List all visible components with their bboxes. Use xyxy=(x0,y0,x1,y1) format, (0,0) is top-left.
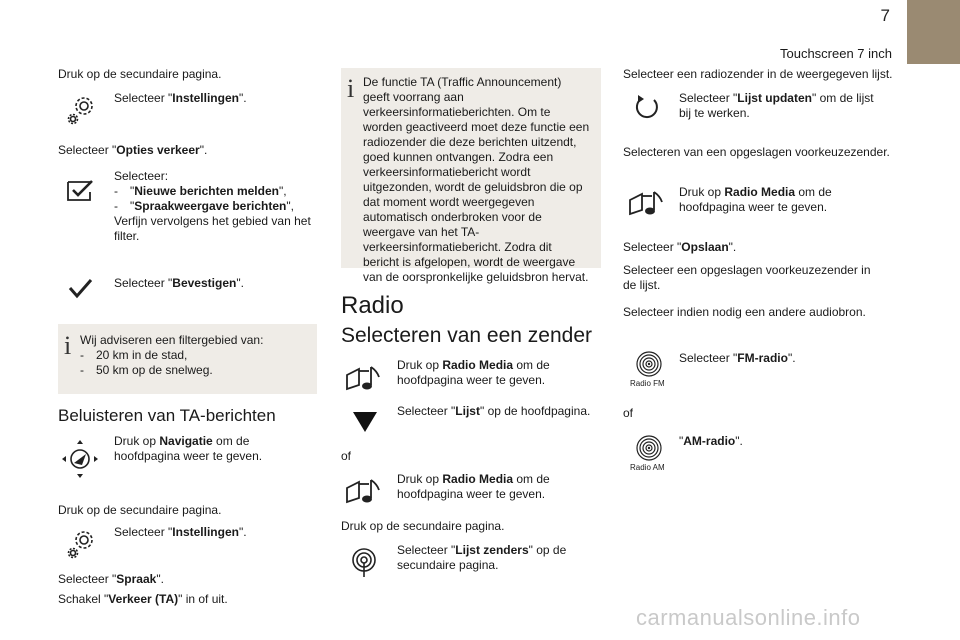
step-text: Selecteer "Lijst" op de hoofdpagina. xyxy=(397,404,591,418)
step-text: Selecteer "Instellingen". xyxy=(114,91,247,105)
down-triangle-icon xyxy=(350,410,380,434)
step-text: Selecteer "FM-radio". xyxy=(679,351,796,365)
section-heading: Beluisteren van TA-berichten xyxy=(58,406,276,425)
paragraph: Selecteer "Opslaan". xyxy=(623,240,737,254)
label-instellingen: Instellingen xyxy=(172,91,239,105)
step-text: Selecteer "Lijst updaten" om de lijst bij te werken. xyxy=(679,91,874,120)
or-text: of xyxy=(623,406,634,420)
radio-media-icon xyxy=(628,186,668,222)
info-icon: i xyxy=(347,74,355,103)
paragraph: Selecteer "Opties verkeer". xyxy=(58,143,208,157)
paragraph: Selecteer een radiozender in de weergegeven lijst. xyxy=(623,67,893,81)
step-text: Selecteer "Instellingen". xyxy=(114,525,247,539)
paragraph: Selecteren van een opgeslagen voorkeuzezender. xyxy=(623,145,890,159)
info-text: De functie TA (Traffic Announcement) geeft voorrang aan verkeersinformatieberichten. Om te worden geactiveerd moet deze functie een radiozender die deze berichten uitzendt, goed kunnen ontvangen. Zodra een verkeersinformatiebericht wordt uitgezonden, wordt de geluidsbron die op dat moment wordt weergegeven automatisch onderbroken voor de weergave van het TA-verkeersinformatiebericht. Zodra dit bericht is afgelopen, wordt de weergave van de oorspronkelijke geluidsbron hervat. xyxy=(363,75,590,284)
checkmark-icon xyxy=(62,270,98,306)
radio-am-label: Radio AM xyxy=(630,463,665,472)
paragraph: Schakel "Verkeer (TA)" in of uit. xyxy=(58,592,228,606)
info-icon: i xyxy=(64,331,72,360)
filter-check-icon xyxy=(62,170,98,206)
step-text: "AM-radio". xyxy=(679,434,743,448)
step-text: Druk op Radio Media om de hoofdpagina weer te geven. xyxy=(397,358,550,387)
paragraph: Druk op de secundaire pagina. xyxy=(58,503,222,517)
paragraph: Druk op de secundaire pagina. xyxy=(58,67,222,81)
paragraph: Selecteer een opgeslagen voorkeuzezender in de lijst. xyxy=(623,263,871,292)
paragraph: Selecteer indien nodig een andere audiobron. xyxy=(623,305,866,319)
step-text: Selecteer "Lijst zenders" op de secundaire pagina. xyxy=(397,543,567,572)
settings-gear-icon xyxy=(64,92,100,128)
paragraph: Selecteer "Spraak". xyxy=(58,572,164,586)
watermark: carmanualsonline.info xyxy=(636,605,861,630)
radio-fm-icon xyxy=(635,350,663,378)
chapter-title: Radio xyxy=(341,292,404,319)
section-title: Touchscreen 7 inch xyxy=(779,46,892,61)
step-text: Selecteer "Bevestigen". xyxy=(114,276,244,290)
page-tab xyxy=(907,0,960,64)
radio-am-icon xyxy=(635,434,663,462)
refresh-icon xyxy=(632,93,662,123)
radio-media-icon xyxy=(345,474,385,510)
paragraph: Druk op de secundaire pagina. xyxy=(341,519,505,533)
step-text: Druk op Radio Media om de hoofdpagina weer te geven. xyxy=(397,472,550,501)
station-list-icon xyxy=(347,545,381,579)
step-text: Druk op Navigatie om de hoofdpagina weer te geven. xyxy=(114,434,263,463)
radio-fm-label: Radio FM xyxy=(630,379,665,388)
step-text: Selecteer: - "Nieuwe berichten melden", - "Spraakweergave berichten", Verfijn vervolgens het gebied van het filter. xyxy=(114,169,314,244)
radio-media-icon xyxy=(345,361,385,397)
section-heading: Selecteren van een zender xyxy=(341,324,593,347)
navigation-icon xyxy=(60,438,100,480)
settings-gear-icon xyxy=(64,526,100,562)
step-text: Druk op Radio Media om de hoofdpagina weer te geven. xyxy=(679,185,832,214)
or-text: of xyxy=(341,449,352,463)
page-number: 7 xyxy=(880,6,890,25)
info-text: Wij adviseren een filtergebied van: - 20 km in de stad, - 50 km op de snelweg. xyxy=(80,333,310,378)
